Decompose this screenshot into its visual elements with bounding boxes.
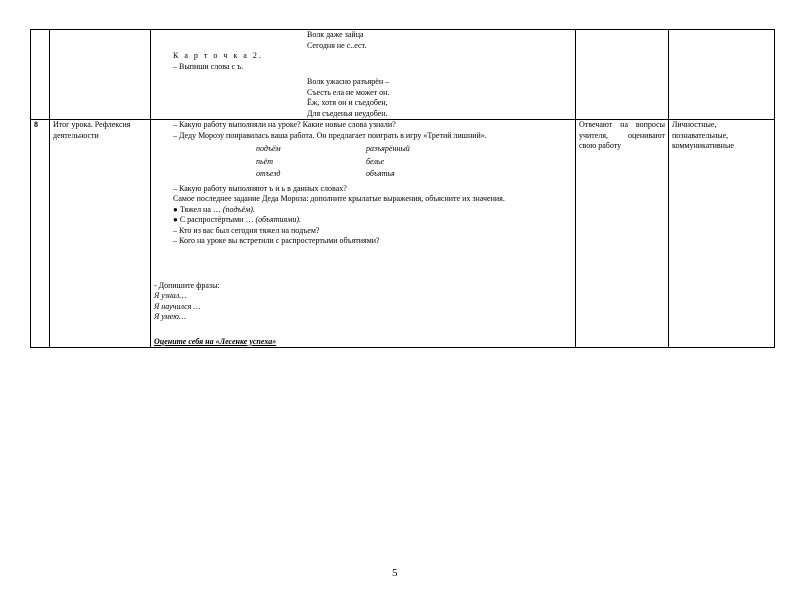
word: белье <box>366 156 385 166</box>
uud-types: Личностные, познавательные, коммуникативные <box>669 120 775 348</box>
row-number: 8 <box>31 120 50 348</box>
card-task: – Выпиши слова с ъ. <box>173 61 244 71</box>
question-3: – Какую работу выполняют ъ и ь в данных словах? <box>173 183 347 193</box>
finish-phrase: Я умею… <box>154 312 187 321</box>
poem-first <box>307 30 572 51</box>
question-2: – Деду Морозу понравилась ваша работа. Он предлагает поиграть в игру «Третий лишний». <box>173 130 487 140</box>
word: отъезд <box>256 169 281 178</box>
odd-one-out-words <box>256 144 572 180</box>
cell-activity-empty <box>576 30 669 120</box>
question-1: – Какую работу выполняли на уроке? Какие новые слова узнали? <box>173 120 396 129</box>
question-4: – Кто из вас был сегодня тяжел на подъем? <box>173 225 320 235</box>
finish-title: - Допишите фразы: <box>154 280 220 290</box>
question-5: – Кого на уроке вы встретили с распростертыми объятиями? <box>173 236 380 245</box>
poem-line: Съесть ела не может он. <box>307 87 390 97</box>
cell-num-empty <box>31 30 50 120</box>
poem-line: Волк даже зайца <box>307 30 364 39</box>
cell-content-main <box>151 120 576 348</box>
cell-content-top <box>151 30 576 120</box>
bullet-2: ● С распростёртыми … (объятиями). <box>173 215 301 224</box>
finish-phrase: Я научился … <box>154 301 201 311</box>
poem-second <box>307 77 572 119</box>
table-row <box>31 120 775 348</box>
cell-stage-empty <box>50 30 151 120</box>
page-number: 5 <box>392 567 398 579</box>
stage-title: Итог урока. Рефлексия деятельности <box>50 120 151 348</box>
poem-line: Волк ужасно разъярён – <box>307 77 390 86</box>
word: объятья <box>366 169 395 178</box>
word: пьёт <box>256 156 273 166</box>
poem-line: Ёж, хотя он и съедобен, <box>307 98 388 107</box>
bullet-1: ● Тяжел на … (подъём). <box>173 204 255 214</box>
card-title: К а р т о ч к а 2. <box>173 51 263 60</box>
poem-line: Для съеденья неудобен. <box>307 108 388 118</box>
cell-uud-empty <box>669 30 775 120</box>
final-task: Самое последнее задание Деда Мороза: дополните крылатые выражения, объясните их значения. <box>173 194 505 203</box>
student-activity: Отвечают на вопросы учителя, оценивают свою работу <box>576 120 669 348</box>
table-row <box>31 30 775 120</box>
finish-phrase: Я узнал… <box>154 291 187 300</box>
poem-line: Сегодня не с..ест. <box>307 40 367 50</box>
evaluate-line: Оцените себя на «Лесенке успеха» <box>154 336 277 346</box>
word: разъярённый <box>366 144 410 153</box>
word: подъём <box>256 144 281 153</box>
lesson-table <box>30 29 775 348</box>
